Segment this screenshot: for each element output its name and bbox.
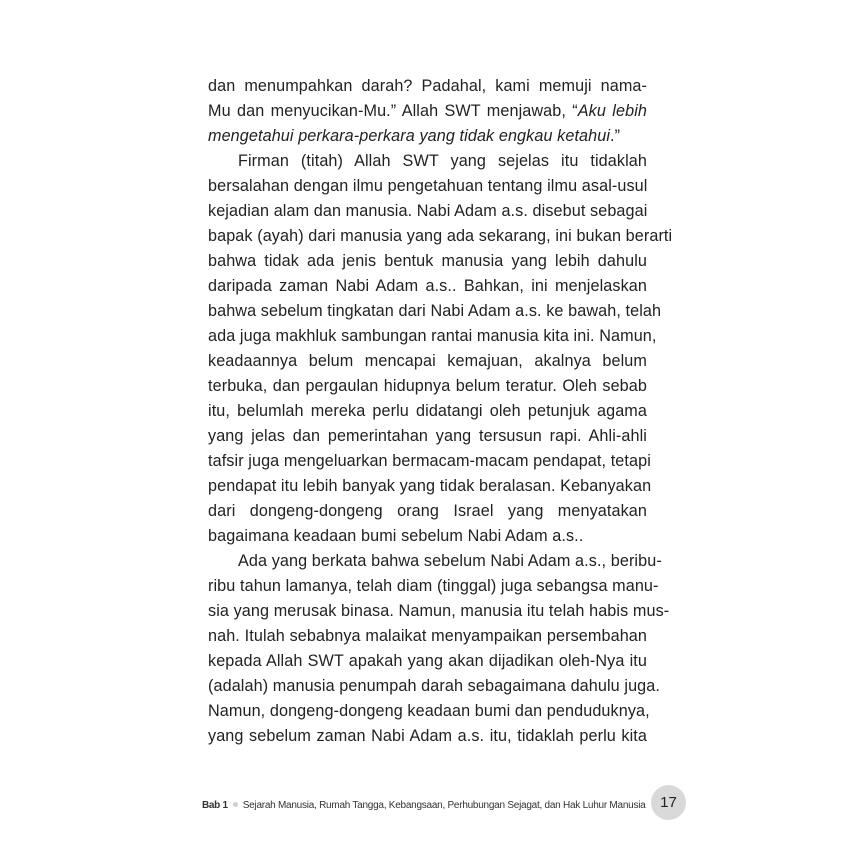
body-line: dan menumpahkan darah? Padahal, kami memuji nama- [208,77,647,95]
body-line: ada juga makhluk sambungan rantai manusia kita ini. Namun, [208,327,657,345]
body-line: nah. Itulah sebabnya malaikat menyampaikan persembahan [208,627,647,645]
body-line: dari dongeng-dongeng orang Israel yang menyatakan [208,502,647,520]
page-number: 17 [660,794,677,811]
chapter-label: Bab 1 [202,800,228,811]
body-line: sia yang merusak binasa. Namun, manusia itu telah habis mus- [208,602,670,620]
body-line: bagaimana keadaan bumi sebelum Nabi Adam a.s.. [208,527,584,545]
body-line: itu, belumlah mereka perlu didatangi oleh petunjuk agama [208,402,647,420]
body-line: kejadian alam dan manusia. Nabi Adam a.s. disebut sebagai [208,202,648,220]
body-line: tafsir juga mengeluarkan bermacam-macam pendapat, tetapi [208,452,651,470]
body-line: Firman (titah) Allah SWT yang sejelas itu tidaklah [238,152,647,170]
body-line: yang jelas dan pemerintahan yang tersusun rapi. Ahli-ahli [208,427,647,445]
body-line: (adalah) manusia penumpah darah sebagaimana dahulu juga. [208,677,660,695]
body-line: bersalahan dengan ilmu pengetahuan tentang ilmu asal-usul [208,177,648,195]
body-line: bahwa sebelum tingkatan dari Nabi Adam a.s. ke bawah, telah [208,302,662,320]
body-text [208,74,673,749]
body-line: daripada zaman Nabi Adam a.s.. Bahkan, ini menjelaskan [208,277,647,295]
body-line: yang sebelum zaman Nabi Adam a.s. itu, tidaklah perlu kita [208,727,647,745]
body-line: bahwa tidak ada jenis bentuk manusia yang lebih dahulu [208,252,647,270]
body-line: Ada yang berkata bahwa sebelum Nabi Adam a.s., beribu- [238,552,662,570]
bullet-separator-icon [233,802,238,807]
body-line: terbuka, dan pergaulan hidupnya belum teratur. Oleh sebab [208,377,647,395]
body-line: pendapat itu lebih banyak yang tidak beralasan. Kebanyakan [208,477,652,495]
body-line: ribu tahun lamanya, telah diam (tinggal) juga sebangsa manu- [208,577,659,595]
running-footer [202,796,645,816]
body-line: kepada Allah SWT apakah yang akan dijadikan oleh-Nya itu [208,652,647,670]
chapter-title: Sejarah Manusia, Rumah Tangga, Kebangsaan, Perhubungan Sejagat, dan Hak Luhur Manusia [242,800,646,811]
body-line: Mu dan menyucikan-Mu.” Allah SWT menjawab, “Aku lebih [208,102,647,120]
page-number-badge [651,785,686,820]
body-line: keadaannya belum mencapai kemajuan, akalnya belum [208,352,647,370]
body-line: mengetahui perkara-perkara yang tidak engkau ketahui.” [208,127,621,145]
body-line: bapak (ayah) dari manusia yang ada sekarang, ini bukan berarti [208,227,673,245]
body-line: Namun, dongeng-dongeng keadaan bumi dan penduduknya, [208,702,650,720]
